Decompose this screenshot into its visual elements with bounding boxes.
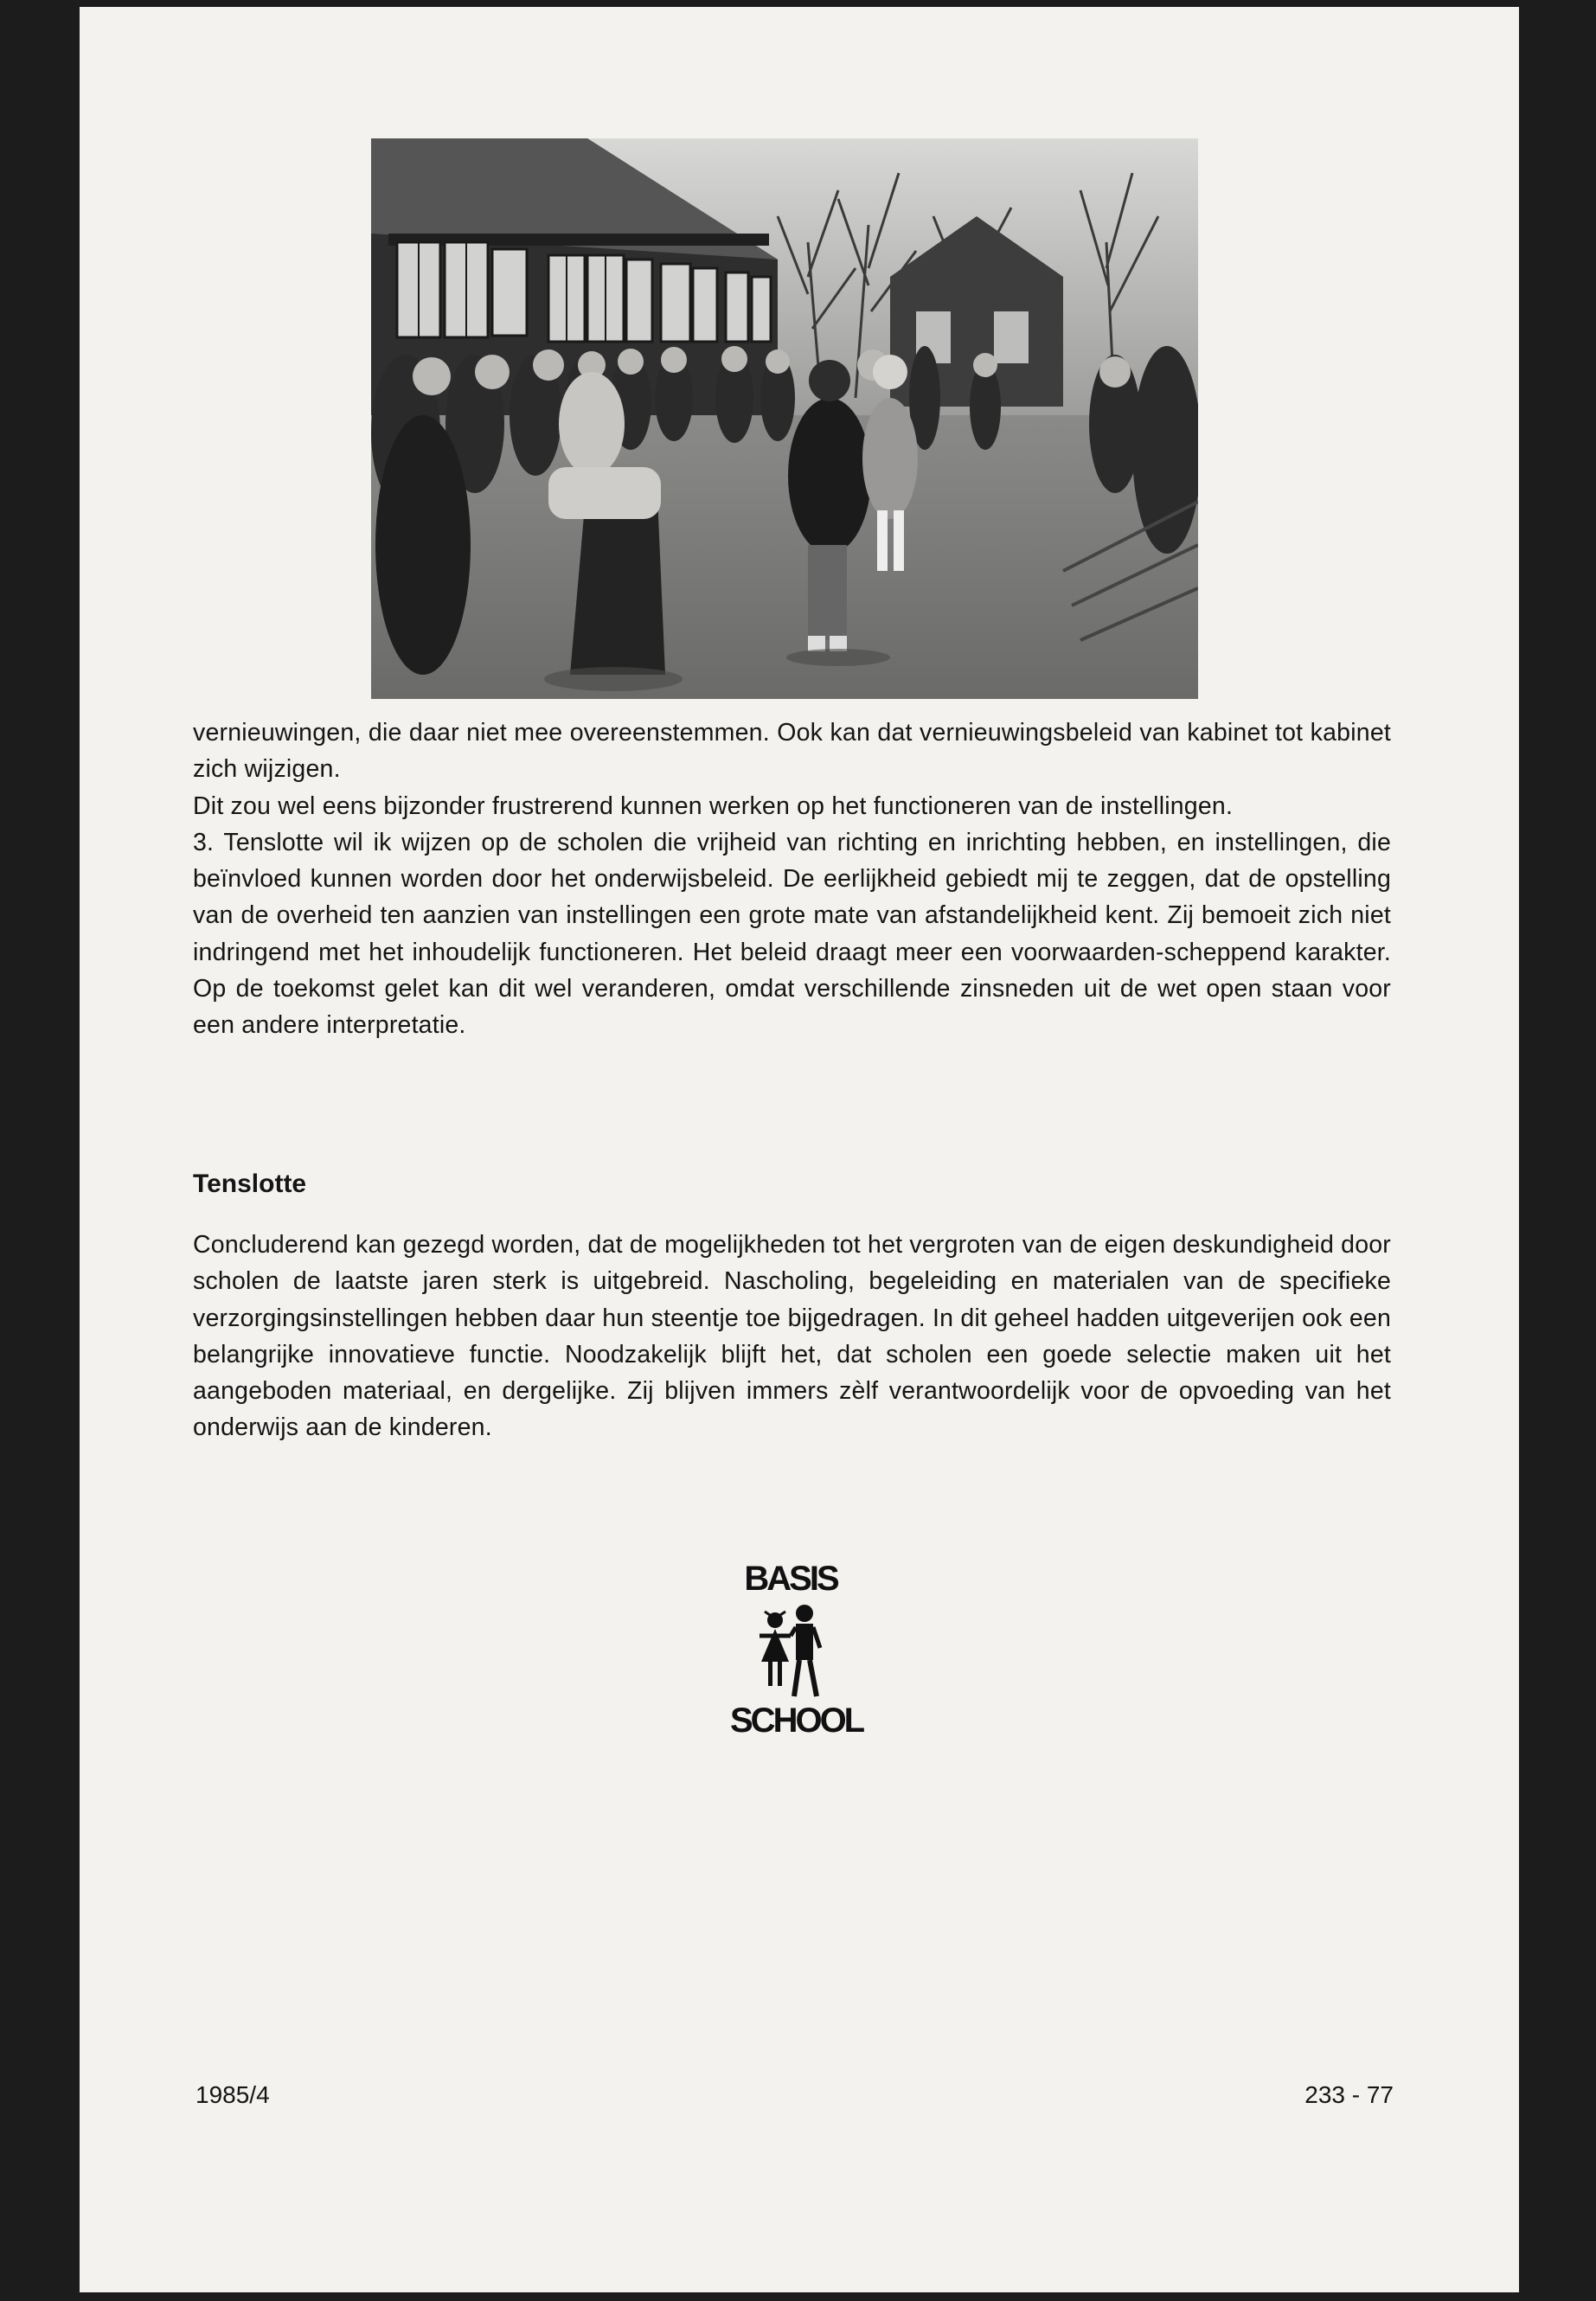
paragraph: vernieuwingen, die daar niet mee overeenstemmen. Ook kan dat vernieuwingsbeleid van kabinet tot kabinet zich wijzigen. [193, 719, 1391, 784]
logo-word-top: BASIS [744, 1560, 837, 1598]
logo-word-bottom: SCHOOL [730, 1702, 863, 1740]
body-text-continuation [193, 715, 1391, 1044]
paragraph: Dit zou wel eens bijzonder frustrerend kunnen werken op het functioneren van de instellingen. [193, 792, 1234, 820]
issue-number: 1985/4 [195, 2081, 270, 2108]
basisschool-logo [730, 1560, 863, 1750]
section-heading: Tenslotte [193, 1170, 307, 1198]
children-figures-icon [756, 1601, 825, 1703]
paragraph-point-3: 3. Tenslotte wil ik wijzen op de scholen die vrijheid van richting en inrichting hebben, en instellingen, die beïnvloed kunnen worden door het onderwijsbeleid. De eerlijkheid gebiedt mij te zeggen, dat de opstelling van de overheid ten aanzien van instellingen een grote mate van afstandelijkheid kent. Zij bemoeit zich niet indringend met het inhoudelijk functioneren. Het beleid draagt meer een voorwaarden-scheppend karakter. Op de toekomst gelet kan dit wel veranderen, omdat verschillende zinsneden uit de wet open staan voor een andere interpretatie. [193, 828, 1391, 1040]
body-text-conclusion [193, 1227, 1391, 1446]
paragraph: Concluderend kan gezegd worden, dat de mogelijkheden tot het vergroten van de eigen deskundigheid door scholen de laatste jaren sterk is uitgebreid. Nascholing, begeleiding en materialen van de specifieke verzorgingsinstellingen hebben daar hun steentje toe bijgedragen. In dit geheel hadden uitgeverijen ook een belangrijke innovatieve functie. Noodzakelijk blijft het, dat scholen een goede selectie maken uit het aangeboden materiaal, en dergelijke. Zij blijven immers zèlf verantwoordelijk voor de opvoeding van het onderwijs aan de kinderen. [193, 1231, 1391, 1442]
document-page [80, 7, 1519, 2292]
page-number: 233 - 77 [1304, 2081, 1394, 2108]
schoolyard-photo [371, 138, 1198, 699]
